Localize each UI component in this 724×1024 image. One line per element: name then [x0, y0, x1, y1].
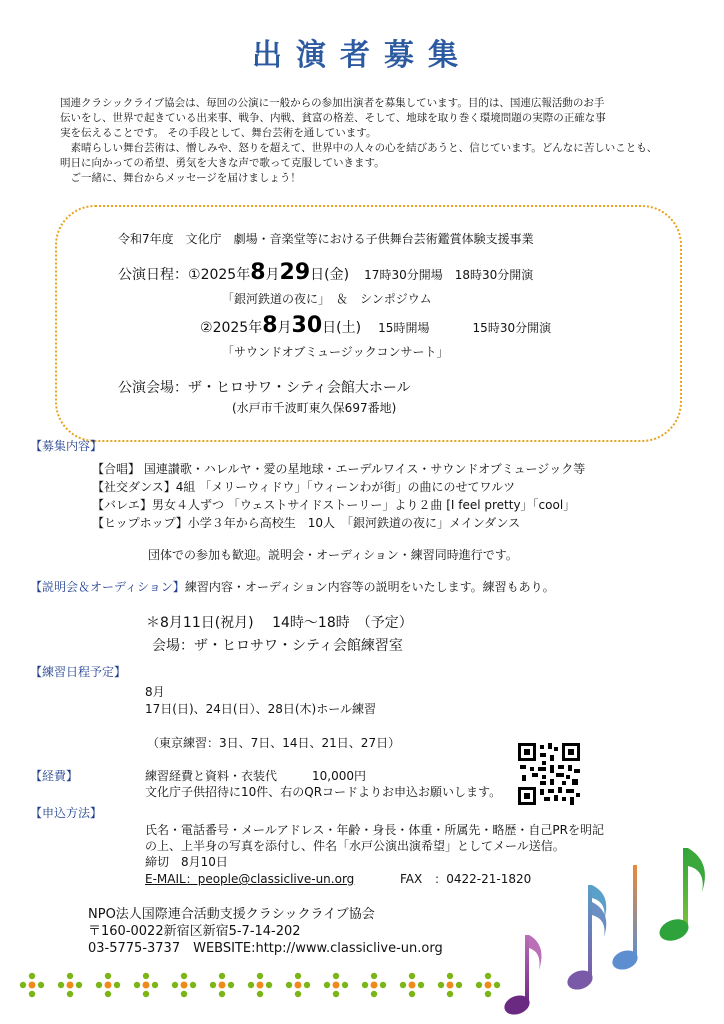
practice-month: 8月 [145, 685, 165, 699]
show1-day: 29 [279, 260, 311, 285]
venue-row [118, 377, 411, 397]
intro-line: 実を伝えることです。 その手段として、舞台芸術を通しています。 [60, 127, 377, 139]
audition-row [30, 578, 555, 595]
venue-address: (水戸市千波町東久保697番地) [232, 401, 397, 415]
apply-line: 氏名・電話番号・メールアドレス・年齢・身長・体重・所属先・略歴・自己PRを明記 [145, 823, 604, 837]
show1-title: 「銀河鉄道の夜に」 ＆ シンポジウム [222, 292, 432, 306]
apply-deadline: 締切 8月10日 [145, 855, 228, 869]
apply-fax: FAX ：0422-21-1820 [400, 872, 532, 886]
show1-dow: (金) [324, 267, 350, 283]
show1-num: ① [188, 267, 201, 283]
cost-heading: 【経費】 [30, 769, 79, 783]
decorative-dot-border [18, 965, 538, 1005]
page-title: 出演者募集 [252, 38, 472, 73]
music-note-icon [502, 935, 542, 1018]
music-notes-decoration [490, 840, 720, 1020]
show2-day: 30 [291, 313, 323, 338]
intro-line: ご一緒に、舞台からメッセージを届けましょう！ [60, 172, 301, 184]
venue-name: ザ・ヒロサワ・シティ会館大ホール [188, 380, 411, 396]
recruit-item: 【バレエ】男女４人ずつ 「ウェストサイドストーリー」より２曲 [I feel pretty」「cool」 [92, 498, 576, 512]
recruit-heading: 【募集内容】 [30, 439, 103, 453]
show1-month-word: 月 [265, 267, 280, 283]
org-contact: 03-5775-3737 WEBSITE:http://www.classiclive-un.org [88, 941, 443, 956]
show2-dow: (土) [336, 320, 362, 336]
show2-start: 15時30分開演 [472, 321, 552, 335]
show1-day-word: 日 [310, 267, 325, 283]
music-note-icon [565, 885, 607, 993]
show2-month-word: 月 [277, 320, 292, 336]
cost-item: 練習経費と資料・衣装代 [145, 769, 278, 783]
apply-line: の上、上半身の写真を添付し、件名「水戸公演出演希望」としてメール送信。 [145, 839, 565, 853]
intro-line: 伝いをし、世界で起きている出来事、戦争、内戦、貧富の格差、そして、地球を取り巻く環境問題の実際の正確な事 [60, 112, 606, 124]
show2-month: 8 [262, 313, 278, 338]
intro-line: 明日に向かっての希望、勇気を大きな声で歌って克服していきます。 [60, 157, 385, 169]
show1-row [118, 260, 533, 285]
schedule-label: 公演日程： [118, 267, 188, 283]
recruit-item: 【社交ダンス】4組 「メリーウィドウ」「ウィーンわが街」の曲にのせてワルツ [92, 480, 516, 494]
apply-heading: 【申込方法】 [30, 806, 103, 820]
practice-dates: 17日(日)、24日(日）、28日(木)ホール練習 [145, 702, 376, 716]
apply-email[interactable]: E-MAIL：people@classiclive-un.org [145, 872, 355, 886]
recruit-list [92, 460, 585, 532]
audition-date: ＊8月11日(祝月) 14時～18時 （予定） [146, 615, 413, 631]
qr-code-graphic [518, 743, 580, 805]
recruit-item: 【ヒップホップ】小学３年から高校生 10人 「銀河鉄道の夜に」メインダンス [92, 516, 521, 530]
audition-heading: 【説明会＆オーディション】 [30, 580, 185, 594]
music-note-icon [610, 865, 641, 973]
qr-code[interactable] [518, 743, 580, 805]
intro-line: 国連クラシックライブ協会は、毎回の公演に一般からの参加出演者を募集しています。目的は、国連広報活動のお手 [60, 97, 605, 109]
show2-open: 15時開場 [378, 321, 430, 335]
show2-year: 2025年 [212, 320, 263, 336]
show1-month: 8 [250, 260, 266, 285]
program-name: 令和7年度 文化庁 劇場・音楽堂等における子供舞台芸術鑑賞体験支援事業 [118, 232, 534, 246]
recruit-note: 団体での参加も歓迎。説明会・オーディション・練習同時進行です。 [148, 548, 518, 562]
practice-heading: 【練習日程予定】 [30, 665, 127, 679]
music-note-icon [656, 848, 704, 945]
audition-venue: 会場：ザ・ヒロサワ・シティ会館練習室 [152, 638, 403, 654]
practice-tokyo: （東京練習：3日、7日、14日、21日、27日） [147, 736, 401, 750]
venue-label: 公演会場： [118, 380, 188, 396]
intro-line: 素晴らしい舞台芸術は、憎しみや、怒りを超えて、世界中の人々の心を結びあうと、信じています。どんなに苦しいことも、 [60, 142, 658, 154]
organization-info [88, 906, 443, 957]
show2-num: ② [200, 320, 213, 336]
show2-title: 「サウンドオブミュージックコンサート」 [222, 345, 449, 359]
org-address: 〒160-0022新宿区新宿5-7-14-202 [88, 924, 301, 939]
show1-times: 17時30分開場 18時30分開演 [364, 268, 534, 282]
intro-text [60, 96, 670, 186]
cost-note: 文化庁子供招待に10件、右のQRコードよりお申込お願いします。 [145, 785, 502, 799]
show1-year: 2025年 [200, 267, 251, 283]
recruit-item: 【合唱】 国連讃歌・ハレルヤ・愛の星地球・エーデルワイス・サウンドオブミュージック等 [92, 462, 586, 476]
show2-row [200, 313, 551, 338]
show2-day-word: 日 [322, 320, 337, 336]
audition-desc: 練習内容・オーディション内容等の説明をいたします。練習もあり。 [184, 580, 555, 594]
cost-amount: 10,000円 [312, 769, 366, 783]
org-name: NPO法人国際連合活動支援クラシックライブ協会 [88, 907, 375, 922]
